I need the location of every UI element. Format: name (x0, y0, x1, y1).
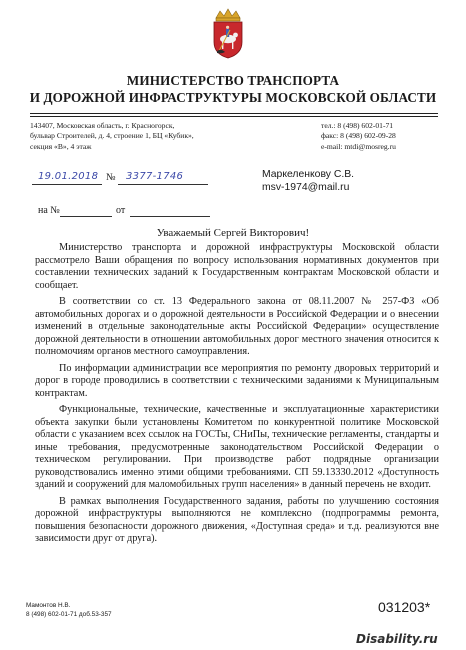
ministry-title (0, 72, 466, 106)
letter-body (35, 242, 439, 550)
reference-number-label: на № (38, 205, 60, 216)
site-watermark: Disability.ru (356, 632, 438, 646)
address-line: бульвар Строителей, д. 4, строение 1, БЦ «Кубик», (30, 131, 194, 141)
address-line: 143407, Московская область, г. Красногорск, (30, 121, 175, 130)
ministry-address (30, 121, 194, 152)
fax-line: факс: 8 (498) 602-09-28 (321, 131, 396, 141)
recipient-name: Маркеленкову С.В. (262, 169, 355, 180)
number-sign: № (106, 172, 116, 183)
moscow-oblast-coat-of-arms-icon (210, 8, 246, 60)
phone-line: тел.: 8 (498) 602-01-71 (321, 121, 394, 130)
body-paragraph: Министерство транспорта и дорожной инфраструктуры Московской области рассмотрело Ваши обращения по вопросу использования нормативных документов при составлении технических заданий к Государственным контрактам Московской области и сообщает. (35, 242, 439, 291)
registration-number: 3377-1746 (126, 171, 184, 182)
reference-date-underline (130, 216, 210, 217)
document-code: 031203* (378, 599, 431, 615)
body-paragraph: По информации администрации все мероприятия по ремонту дворовых территорий и дорог в городе проводились в соответствии с техническими заданиями к Муниципальным контрактам. (35, 362, 439, 399)
header-rule-top (30, 113, 438, 114)
executor-name: Мамонтов Н.В. (26, 602, 71, 609)
ministry-title-line1: МИНИСТЕРСТВО ТРАНСПОРТА (126, 73, 340, 88)
email-line: e-mail: mtdi@mosreg.ru (321, 141, 396, 151)
salutation: Уважаемый Сергей Викторович! (156, 227, 310, 239)
body-paragraph: В соответствии со ст. 13 Федерального закона от 08.11.2007 № 257-ФЗ «Об автомобильных дорогах и о дорожной деятельности в Российской Федерации и о внесении изменений в отдельные законодательные акты Российской Федерации» осуществление дорожной деятельности в отношении автомобильных дорог местного значения относится к полномочиям органов местного самоуправления. (35, 295, 439, 358)
number-underline (118, 184, 208, 185)
body-paragraph: В рамках выполнения Государственного задания, работы по улучшению состояния дорожной инфраструктуры выполняются не комплексно (подпрограммы ремонта, повышения безопасности дорожного движения, «Доступная среда» и т.д. реализуются вне зависимости друг от друга). (35, 495, 439, 545)
date-underline (32, 184, 102, 185)
ministry-title-line2: И ДОРОЖНОЙ ИНФРАСТРУКТУРЫ МОСКОВСКОЙ ОБЛАСТИ (29, 90, 437, 105)
body-paragraph: Функциональные, технические, качественные и эксплуатационные характеристики объекта закупки были установлены Комитетом по конкурентной политике Московской области с указанием всех ссылок на ГОСТы, СНиПы, технические регламенты, стандарты и иные требования, предусмотренные законодательством Российской Федерации о техническом регулировании. При производстве работ подрядные организации руководствовались именно этими общими требованиями. СП 59.13330.2012 «Доступность зданий и сооружений для маломобильных групп населения» в данный перечень не входит. (35, 403, 439, 491)
reference-date-label: от (116, 205, 126, 216)
registration-date: 19.01.2018 (38, 171, 99, 182)
header-rule-bottom (30, 116, 438, 117)
executor-info (26, 602, 112, 619)
reference-number-underline (60, 216, 112, 217)
recipient-email: msv-1974@mail.ru (262, 182, 350, 193)
ministry-contacts (321, 121, 396, 152)
address-line: секция «В», 4 этаж (30, 141, 92, 151)
recipient-block (262, 168, 354, 194)
executor-phone: 8 (498) 602-01-71 доб.53-357 (26, 610, 112, 618)
